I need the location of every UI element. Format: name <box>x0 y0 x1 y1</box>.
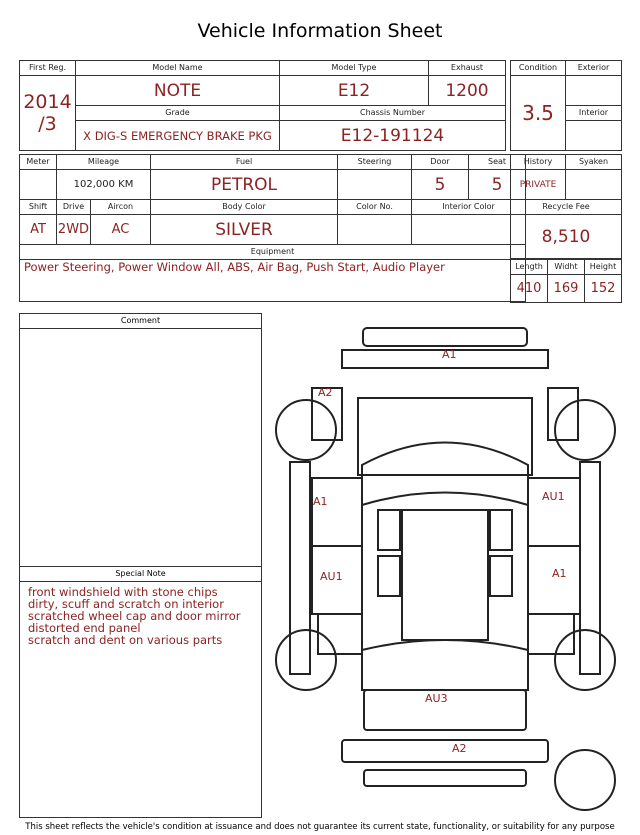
footer-disclaimer: This sheet reflects the vehicle's condition at issuance and does not guarantee its current state, functionality, or suitability for any purpose <box>25 822 615 832</box>
mileage-label: Mileage <box>57 155 151 170</box>
body-color-value: SILVER <box>151 215 338 245</box>
condition-value: 3.5 <box>511 76 566 151</box>
color-no-label: Color No. <box>338 200 412 215</box>
fuel-label: Fuel <box>151 155 338 170</box>
special-note-label: Special Note <box>20 567 261 582</box>
damage-mark-hood-front: A2 <box>318 386 333 399</box>
special-note-item: scratch and dent on various parts <box>28 633 223 647</box>
damage-mark-right-front-fender: AU1 <box>542 490 565 503</box>
damage-mark-rear-hatch: AU3 <box>425 692 448 705</box>
exterior-label: Exterior <box>566 61 622 76</box>
seat-value: 5 <box>469 170 526 200</box>
damage-mark-roof: A1 <box>442 348 457 361</box>
special-note-item: distorted end panel <box>28 621 141 635</box>
recycle-fee-label: Recycle Fee <box>511 200 622 215</box>
model-type-label: Model Type <box>280 61 429 76</box>
exhaust-label: Exhaust <box>429 61 506 76</box>
damage-mark-right-front-door: A1 <box>552 567 567 580</box>
comment-label: Comment <box>20 314 261 329</box>
fuel-value: PETROL <box>151 170 338 200</box>
meter-label: Meter <box>20 155 57 170</box>
model-name-label: Model Name <box>76 61 280 76</box>
history-label: History <box>511 155 566 170</box>
length-label: Length <box>511 260 548 275</box>
equipment-value: Power Steering, Power Window All, ABS, Air Bag, Push Start, Audio Player <box>20 260 526 302</box>
recycle-fee-value: 8,510 <box>511 215 622 259</box>
drive-value: 2WD <box>57 215 91 245</box>
door-value: 5 <box>412 170 469 200</box>
interior-label: Interior <box>566 106 622 121</box>
aircon-label: Aircon <box>91 200 151 215</box>
sheet-title: Vehicle Information Sheet <box>197 20 443 42</box>
height-label: Height <box>585 260 622 275</box>
damage-mark-rear-bumper: A2 <box>452 742 467 755</box>
model-name-value: NOTE <box>76 76 280 106</box>
height-value: 152 <box>585 275 622 303</box>
aircon-value: AC <box>91 215 151 245</box>
special-note-item: dirty, scuff and scratch on interior <box>28 597 224 611</box>
condition-label: Condition <box>511 61 566 76</box>
grade-value: X DIG-S EMERGENCY BRAKE PKG <box>76 121 280 151</box>
history-value: PRIVATE <box>511 170 566 200</box>
width-label: Widht <box>548 260 585 275</box>
first-reg-month: /3 <box>38 113 57 135</box>
interior-color-label: Interior Color <box>412 200 526 215</box>
first-reg-label: First Reg. <box>20 61 76 76</box>
first-reg-year: 2014 <box>23 91 72 113</box>
drive-label: Drive <box>57 200 91 215</box>
grade-label: Grade <box>76 106 280 121</box>
equipment-label: Equipment <box>20 245 526 260</box>
steering-label: Steering <box>338 155 412 170</box>
chassis-value: E12-191124 <box>280 121 506 151</box>
width-value: 169 <box>548 275 585 303</box>
damage-mark-left-front-door: AU1 <box>320 570 343 583</box>
mileage-value: 102,000 KM <box>57 170 151 200</box>
shift-label: Shift <box>20 200 57 215</box>
seat-label: Seat <box>469 155 526 170</box>
special-note-item: scratched wheel cap and door mirror <box>28 609 241 623</box>
body-color-label: Body Color <box>151 200 338 215</box>
exhaust-value: 1200 <box>429 76 506 106</box>
syaken-label: Syaken <box>566 155 622 170</box>
length-value: 410 <box>511 275 548 303</box>
door-label: Door <box>412 155 469 170</box>
damage-mark-left-front-fender: A1 <box>313 495 328 508</box>
shift-value: AT <box>20 215 57 245</box>
model-type-value: E12 <box>280 76 429 106</box>
special-note-item: front windshield with stone chips <box>28 585 218 599</box>
chassis-label: Chassis Number <box>280 106 506 121</box>
